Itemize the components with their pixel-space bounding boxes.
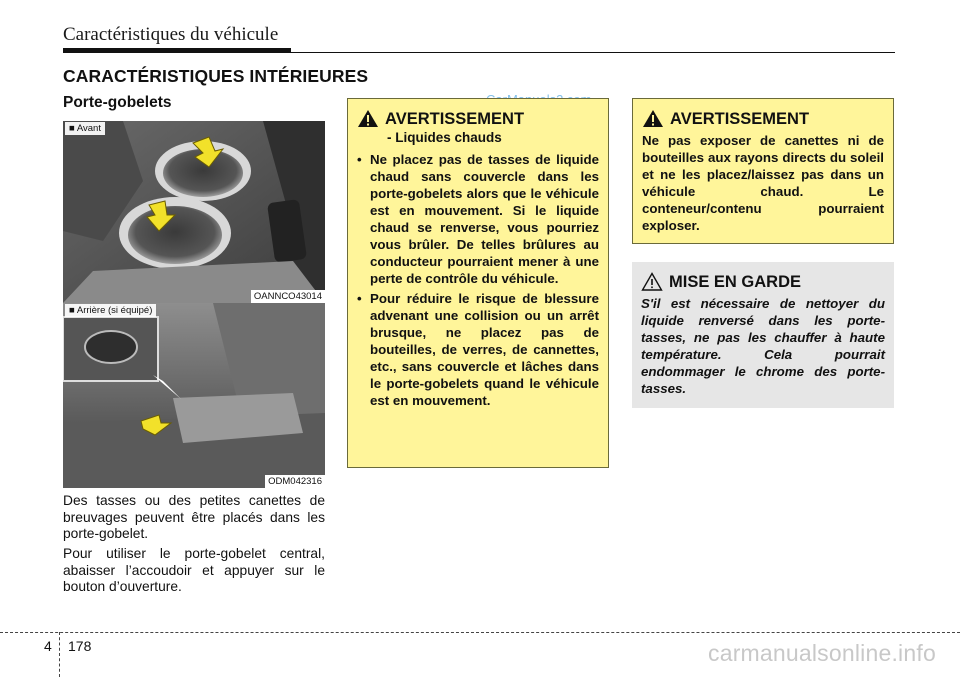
footer-site-watermark: carmanualsonline.info [708, 640, 936, 666]
warning-header [357, 109, 599, 128]
photo-rear-cupholder [63, 303, 325, 488]
warning-bullet: • Pour réduire le risque de blessure advenant une collision ou un arrêt brusque, ne placez pas de bouteilles, de verres, de cannettes, etc., sans couvercle et lâches dans le porte-gobelets quand le véhicule est en mouvement. [357, 290, 599, 409]
photo-code-rear: ODM042316 [265, 475, 325, 488]
caution-header [641, 272, 885, 291]
body-paragraph-2: Pour utiliser le porte-gobelet central, abaisser l’accoudoir et appuyer sur le bouton d’ouverture. [63, 546, 325, 594]
warning-bullet-list [357, 151, 599, 409]
photo-code-front: OANNCO43014 [251, 290, 325, 303]
warning-triangle-icon [357, 109, 379, 128]
photo-label-rear: ■ Arrière (si équipé) [65, 304, 156, 317]
caution-text: S'il est nécessaire de nettoyer du liquide renversé dans les porte-tasses, ne pas les chauffer à haute température. Cela pourrait endommager le chrome des porte-tasses. [641, 296, 885, 396]
running-header: Caractéristiques du véhicule [63, 24, 279, 45]
header-rule [63, 52, 895, 53]
photo-front-cupholder [63, 121, 325, 303]
footer-rule [0, 632, 960, 633]
caution-box [632, 262, 894, 408]
caution-triangle-icon [641, 272, 663, 291]
caution-title: MISE EN GARDE [669, 272, 802, 291]
body-paragraph-1: Des tasses ou des petites canettes de breuvages peuvent être placés dans les porte-gobelet. [63, 493, 325, 541]
chapter-number: 4 [44, 638, 52, 654]
warning-bullet: • Ne placez pas de tasses de liquide chaud sans couvercle dans les porte-gobelets alors que le véhicule est en mouvement. Si le liquide chaud se renverse, vous pourriez vous brûler. De telles brûlures au conducteur pourraient mener à une perte de contrôle du véhicule. [357, 151, 599, 287]
footer-divider [59, 632, 60, 677]
cupholder-rear-illustration [63, 303, 325, 488]
warning-subtitle: - Liquides chauds [387, 130, 502, 145]
warning-title: AVERTISSEMENT [670, 109, 810, 128]
page-number: 178 [68, 638, 92, 654]
warning-title: AVERTISSEMENT [385, 109, 525, 128]
warning-box-hot-liquids [347, 98, 609, 468]
cupholder-front-illustration [63, 121, 325, 303]
section-title: CARACTÉRISTIQUES INTÉRIEURES [63, 66, 369, 86]
warning-triangle-icon [642, 109, 664, 128]
photo-label-front: ■ Avant [65, 122, 105, 135]
subsection-title: Porte-gobelets [63, 94, 172, 111]
warning-box-sun-exposure [632, 98, 894, 244]
warning-header [642, 109, 884, 128]
warning-text: Ne pas exposer de canettes ni de bouteilles aux rayons directs du soleil et ne les placez/laissez pas dans un véhicule chaud. Le conteneur/contenu pourraient exploser. [642, 133, 884, 233]
